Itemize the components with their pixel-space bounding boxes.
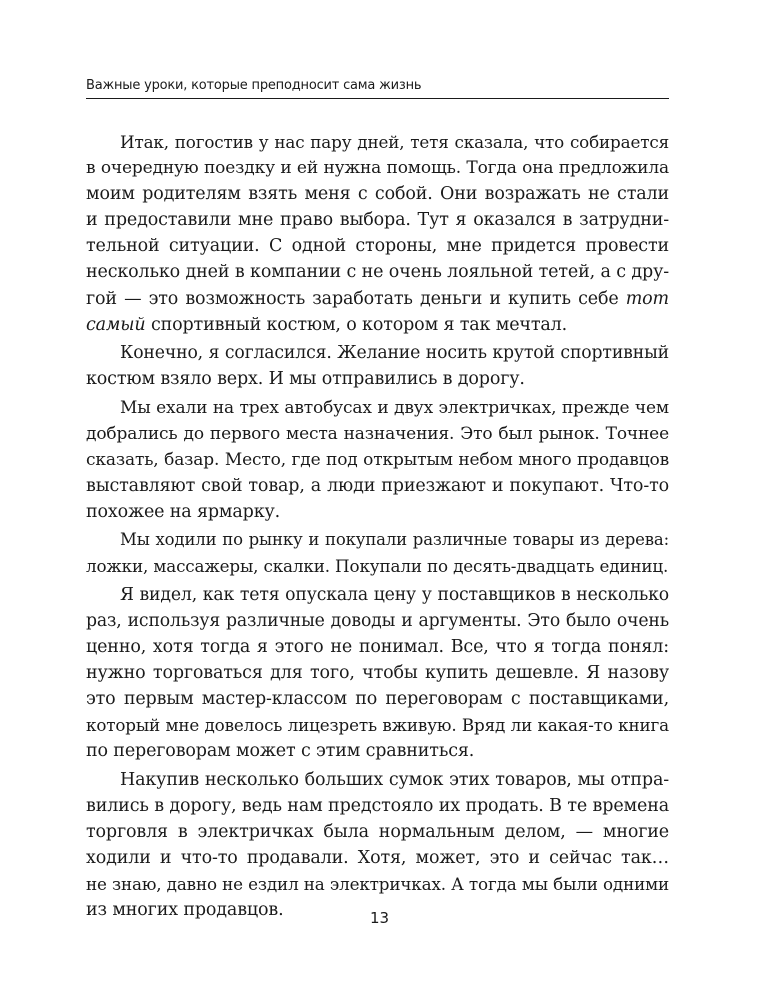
text-line: ценно, хотя тогда я этого не понимал. Все, что я тогда понял: — [86, 636, 669, 657]
text-line: и предоставили мне право выбора. Тут я оказался в затрудни- — [86, 210, 669, 231]
text-line: из многих продавцов. — [86, 900, 284, 921]
text-line: добрались до первого места назначения. Это был рынок. Точнее — [86, 423, 669, 444]
emphasis-run: самый — [86, 314, 146, 335]
text-line: Я видел, как тетя опускала цену у поставщиков в несколько — [120, 584, 669, 605]
text-line: вились в дорогу, ведь нам предстояло их продать. В те времена — [86, 795, 669, 816]
paragraph — [86, 129, 669, 338]
text-line: ложки, массажеры, скалки. Покупали по десять-двадцать единиц. — [86, 556, 669, 577]
running-head: Важные уроки, которые преподносит сама жизнь — [86, 78, 422, 93]
text-line: тельной ситуации. С одной стороны, мне придется провести — [86, 236, 669, 257]
text-line: Итак, погостив у нас пару дней, тетя сказала, что собирается — [120, 132, 669, 152]
text-line: Накупив несколько больших сумок этих товаров, мы отпра- — [120, 769, 669, 790]
text-line: Мы ехали на трех автобусах и двух электричках, прежде чем — [120, 397, 669, 418]
emphasis-run: тот — [625, 288, 669, 309]
text-line: Мы ходили по рынку и покупали различные товары из дерева: — [120, 530, 669, 550]
text-line: похожее на ярмарку. — [86, 501, 281, 522]
text-line: несколько дней в компании с не очень лояльной тетей, а с дру- — [86, 262, 669, 283]
page-number: 13 — [369, 909, 390, 927]
paragraph — [86, 340, 669, 392]
text-line: это первым мастер-классом по переговорам с поставщиками, — [86, 689, 669, 710]
text-line: ходили и что-то продавали. Хотя, может, это и сейчас так… — [86, 848, 669, 869]
text-line: моим родителям взять меня с собой. Они возражать не стали — [86, 184, 669, 205]
paragraph — [86, 767, 669, 924]
paragraph — [86, 527, 669, 579]
text-line: нужно торговаться для того, чтобы купить дешевле. Я назову — [86, 663, 669, 684]
text-line — [86, 312, 669, 338]
text-run: гой — это возможность заработать деньги и купить себе — [86, 288, 626, 309]
text-run: спортивный костюм, о котором я так мечтал. — [145, 314, 568, 335]
text-line: по переговорам может с этим сравниться. — [86, 741, 475, 762]
paragraph — [86, 395, 669, 525]
text-line: сказать, базар. Место, где под открытым небом много продавцов — [86, 449, 669, 470]
text-line: в очередную поездку и ей нужна помощь. Тогда она предложила — [86, 158, 669, 179]
text-line: торговля в электричках была нормальным делом, — многие — [86, 821, 669, 842]
text-line: выставляют свой товар, а люди приезжают и покупают. Что-то — [86, 475, 669, 496]
text-line: Конечно, я согласился. Желание носить крутой спортивный — [120, 343, 669, 364]
paragraph — [86, 582, 669, 765]
text-line: костюм взяло верх. И мы отправились в дорогу. — [86, 369, 525, 390]
text-line: который мне довелось лицезреть вживую. Вряд ли какая-то книга — [86, 715, 669, 736]
body-text — [86, 129, 669, 926]
header-rule — [86, 98, 669, 99]
text-line: раз, используя различные доводы и аргументы. Это было очень — [86, 610, 669, 631]
text-line — [86, 286, 669, 312]
text-line: не знаю, давно не ездил на электричках. А тогда мы были одними — [86, 874, 669, 895]
